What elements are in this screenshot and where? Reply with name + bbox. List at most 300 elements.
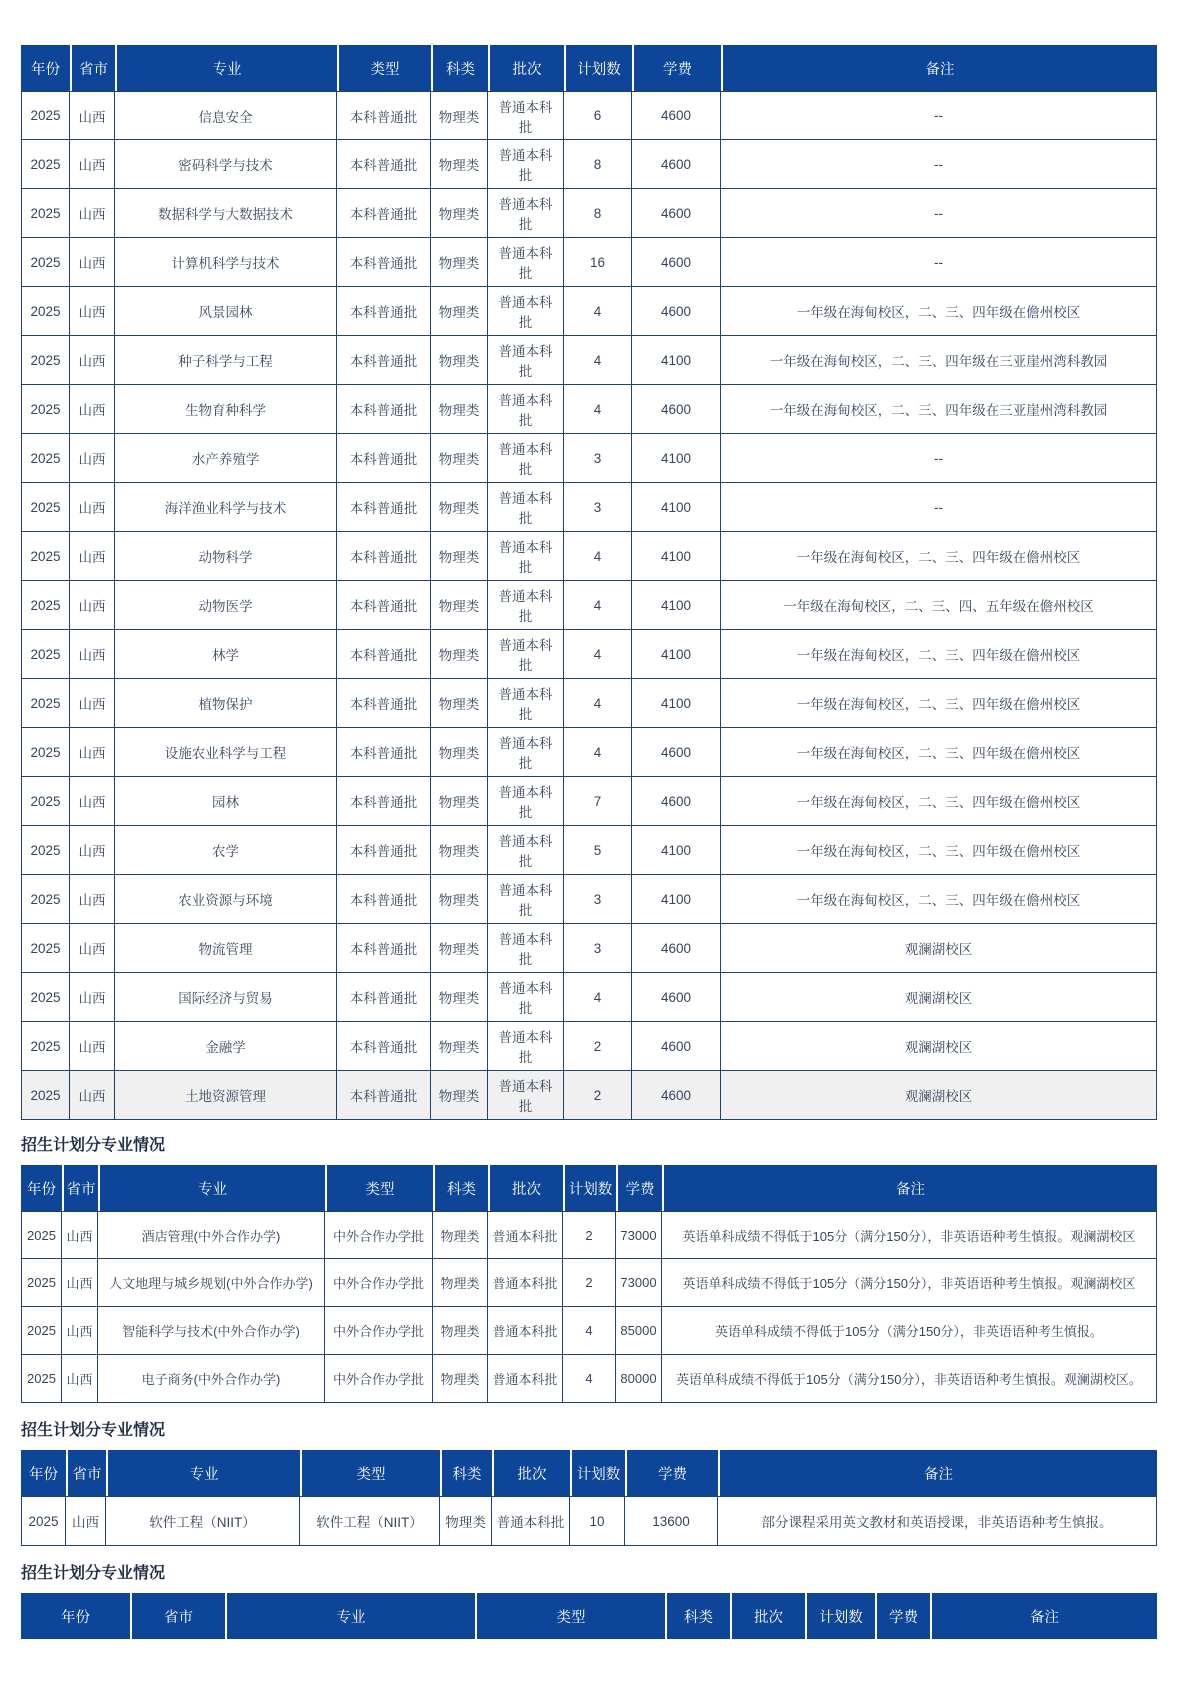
cell-major: 电子商务(中外合作办学) xyxy=(98,1355,325,1403)
cell-plan-count: 2 xyxy=(564,1022,632,1071)
cell-remark: 观澜湖校区 xyxy=(721,1071,1157,1120)
cell-major: 农业资源与环境 xyxy=(115,875,337,924)
cell-type: 中外合作办学批 xyxy=(325,1259,433,1307)
admission-plan-table-niit xyxy=(21,1450,1157,1546)
cell-province: 山西 xyxy=(70,728,115,777)
cell-plan-count: 4 xyxy=(564,973,632,1022)
cell-major: 国际经济与贸易 xyxy=(115,973,337,1022)
cell-batch: 普通本科批 xyxy=(488,238,564,287)
cell-tuition: 4600 xyxy=(632,287,721,336)
cell-plan-count: 16 xyxy=(564,238,632,287)
cell-year: 2025 xyxy=(21,532,70,581)
col-header-major: 专业 xyxy=(225,1593,475,1639)
cell-subject: 物理类 xyxy=(431,728,488,777)
cell-type: 本科普通批 xyxy=(337,679,431,728)
cell-remark: 英语单科成绩不得低于105分（满分150分），非英语语种考生慎报。观澜湖校区 xyxy=(662,1211,1157,1259)
cell-batch: 普通本科批 xyxy=(492,1496,570,1546)
cell-remark: 一年级在海甸校区，二、三、四年级在儋州校区 xyxy=(721,728,1157,777)
cell-year: 2025 xyxy=(21,1355,62,1403)
cell-province: 山西 xyxy=(70,679,115,728)
cell-remark: -- xyxy=(721,189,1157,238)
cell-remark: 一年级在海甸校区，二、三、四年级在三亚崖州湾科教园 xyxy=(721,336,1157,385)
cell-tuition: 4600 xyxy=(632,238,721,287)
cell-remark: 英语单科成绩不得低于105分（满分150分），非英语语种考生慎报。观澜湖校区 xyxy=(662,1259,1157,1307)
cell-major: 风景园林 xyxy=(115,287,337,336)
cell-province: 山西 xyxy=(70,1071,115,1120)
table-row xyxy=(21,434,1157,483)
cell-province: 山西 xyxy=(70,777,115,826)
col-header-type: 类型 xyxy=(300,1450,440,1496)
cell-plan-count: 2 xyxy=(564,1071,632,1120)
cell-tuition: 4100 xyxy=(632,483,721,532)
cell-batch: 普通本科批 xyxy=(488,1022,564,1071)
cell-year: 2025 xyxy=(21,1211,62,1259)
cell-tuition: 4600 xyxy=(632,140,721,189)
cell-year: 2025 xyxy=(21,189,70,238)
col-header-major: 专业 xyxy=(98,1165,325,1211)
cell-subject: 物理类 xyxy=(433,1211,488,1259)
cell-remark: 观澜湖校区 xyxy=(721,1022,1157,1071)
cell-plan-count: 4 xyxy=(564,287,632,336)
cell-major: 水产养殖学 xyxy=(115,434,337,483)
col-header-subject: 科类 xyxy=(665,1593,730,1639)
table-row xyxy=(21,91,1157,140)
cell-batch: 普通本科批 xyxy=(488,483,564,532)
cell-year: 2025 xyxy=(21,140,70,189)
table-row xyxy=(21,1307,1157,1355)
cell-batch: 普通本科批 xyxy=(488,826,564,875)
cell-remark: 一年级在海甸校区，二、三、四年级在三亚崖州湾科教园 xyxy=(721,385,1157,434)
table-row xyxy=(21,1211,1157,1259)
cell-major: 土地资源管理 xyxy=(115,1071,337,1120)
cell-tuition: 13600 xyxy=(625,1496,718,1546)
cell-year: 2025 xyxy=(21,434,70,483)
cell-province: 山西 xyxy=(66,1496,106,1546)
table-row xyxy=(21,1071,1157,1120)
cell-major: 海洋渔业科学与技术 xyxy=(115,483,337,532)
cell-subject: 物理类 xyxy=(431,238,488,287)
cell-batch: 普通本科批 xyxy=(488,1259,563,1307)
cell-province: 山西 xyxy=(70,91,115,140)
col-header-year: 年份 xyxy=(21,45,70,91)
col-header-batch: 批次 xyxy=(488,45,564,91)
cell-plan-count: 4 xyxy=(564,679,632,728)
col-header-remark: 备注 xyxy=(718,1450,1157,1496)
table-row xyxy=(21,728,1157,777)
cell-plan-count: 8 xyxy=(564,189,632,238)
table-row xyxy=(21,777,1157,826)
cell-province: 山西 xyxy=(70,630,115,679)
cell-major: 人文地理与城乡规划(中外合作办学) xyxy=(98,1259,325,1307)
cell-remark: 一年级在海甸校区，二、三、四年级在儋州校区 xyxy=(721,630,1157,679)
cell-major: 计算机科学与技术 xyxy=(115,238,337,287)
col-header-subject: 科类 xyxy=(440,1450,492,1496)
section-title-sino-foreign: 招生计划分专业情况 xyxy=(21,1137,166,1154)
table-row xyxy=(21,336,1157,385)
cell-tuition: 4600 xyxy=(632,91,721,140)
cell-subject: 物理类 xyxy=(431,483,488,532)
cell-remark: 观澜湖校区 xyxy=(721,924,1157,973)
cell-type: 本科普通批 xyxy=(337,630,431,679)
cell-subject: 物理类 xyxy=(431,777,488,826)
cell-year: 2025 xyxy=(21,924,70,973)
col-header-province: 省市 xyxy=(66,1450,106,1496)
cell-year: 2025 xyxy=(21,728,70,777)
cell-remark: 英语单科成绩不得低于105分（满分150分），非英语语种考生慎报。观澜湖校区。 xyxy=(662,1355,1157,1403)
table-row xyxy=(21,875,1157,924)
col-header-tuition: 学费 xyxy=(632,45,721,91)
cell-major: 生物育种科学 xyxy=(115,385,337,434)
cell-province: 山西 xyxy=(70,1022,115,1071)
cell-type: 中外合作办学批 xyxy=(325,1355,433,1403)
cell-remark: 一年级在海甸校区，二、三、四年级在儋州校区 xyxy=(721,287,1157,336)
cell-remark: 一年级在海甸校区，二、三、四年级在儋州校区 xyxy=(721,777,1157,826)
cell-subject: 物理类 xyxy=(431,581,488,630)
section-title-niit: 招生计划分专业情况 xyxy=(21,1422,166,1439)
cell-type: 本科普通批 xyxy=(337,728,431,777)
cell-province: 山西 xyxy=(70,287,115,336)
cell-major: 动物科学 xyxy=(115,532,337,581)
cell-province: 山西 xyxy=(70,140,115,189)
cell-province: 山西 xyxy=(70,189,115,238)
col-header-batch: 批次 xyxy=(488,1165,563,1211)
table-row xyxy=(21,532,1157,581)
cell-type: 本科普通批 xyxy=(337,875,431,924)
cell-batch: 普通本科批 xyxy=(488,1071,564,1120)
cell-year: 2025 xyxy=(21,1259,62,1307)
table-row xyxy=(21,973,1157,1022)
cell-province: 山西 xyxy=(70,336,115,385)
cell-remark: 观澜湖校区 xyxy=(721,973,1157,1022)
header-row xyxy=(21,45,1157,91)
cell-plan-count: 4 xyxy=(564,581,632,630)
cell-type: 本科普通批 xyxy=(337,189,431,238)
cell-plan-count: 8 xyxy=(564,140,632,189)
cell-year: 2025 xyxy=(21,238,70,287)
cell-remark: 一年级在海甸校区，二、三、四年级在儋州校区 xyxy=(721,826,1157,875)
col-header-plan-count: 计划数 xyxy=(570,1450,625,1496)
cell-tuition: 4600 xyxy=(632,189,721,238)
cell-plan-count: 2 xyxy=(563,1259,616,1307)
col-header-province: 省市 xyxy=(130,1593,225,1639)
cell-major: 林学 xyxy=(115,630,337,679)
cell-type: 本科普通批 xyxy=(337,777,431,826)
cell-major: 软件工程（NIIT） xyxy=(106,1496,300,1546)
cell-type: 本科普通批 xyxy=(337,924,431,973)
cell-major: 数据科学与大数据技术 xyxy=(115,189,337,238)
cell-type: 本科普通批 xyxy=(337,826,431,875)
table-row xyxy=(21,189,1157,238)
cell-province: 山西 xyxy=(70,483,115,532)
col-header-batch: 批次 xyxy=(730,1593,805,1639)
col-header-remark: 备注 xyxy=(662,1165,1157,1211)
cell-tuition: 4100 xyxy=(632,581,721,630)
cell-province: 山西 xyxy=(62,1307,98,1355)
col-header-year: 年份 xyxy=(21,1165,62,1211)
cell-type: 软件工程（NIIT） xyxy=(300,1496,440,1546)
cell-year: 2025 xyxy=(21,287,70,336)
cell-province: 山西 xyxy=(70,826,115,875)
cell-batch: 普通本科批 xyxy=(488,434,564,483)
cell-plan-count: 4 xyxy=(564,728,632,777)
cell-subject: 物理类 xyxy=(431,875,488,924)
cell-subject: 物理类 xyxy=(433,1307,488,1355)
cell-tuition: 4100 xyxy=(632,532,721,581)
admission-plan-table-regular xyxy=(21,45,1157,1120)
cell-subject: 物理类 xyxy=(431,287,488,336)
table-row xyxy=(21,581,1157,630)
cell-year: 2025 xyxy=(21,777,70,826)
cell-remark: 一年级在海甸校区，二、三、四年级在儋州校区 xyxy=(721,875,1157,924)
col-header-tuition: 学费 xyxy=(875,1593,930,1639)
col-header-type: 类型 xyxy=(337,45,431,91)
cell-batch: 普通本科批 xyxy=(488,532,564,581)
table-row xyxy=(21,1259,1157,1307)
table-row xyxy=(21,826,1157,875)
cell-tuition: 4600 xyxy=(632,385,721,434)
cell-plan-count: 4 xyxy=(564,385,632,434)
cell-remark: 一年级在海甸校区，二、三、四年级在儋州校区 xyxy=(721,532,1157,581)
col-header-subject: 科类 xyxy=(431,45,488,91)
col-header-plan-count: 计划数 xyxy=(805,1593,875,1639)
admission-plan-table-cutoff xyxy=(21,1593,1157,1639)
cell-batch: 普通本科批 xyxy=(488,1211,563,1259)
cell-subject: 物理类 xyxy=(431,91,488,140)
cell-batch: 普通本科批 xyxy=(488,336,564,385)
col-header-major: 专业 xyxy=(106,1450,300,1496)
cell-subject: 物理类 xyxy=(431,140,488,189)
cell-plan-count: 4 xyxy=(564,630,632,679)
cell-major: 设施农业科学与工程 xyxy=(115,728,337,777)
cell-tuition: 80000 xyxy=(616,1355,662,1403)
cell-type: 本科普通批 xyxy=(337,1022,431,1071)
cell-tuition: 4100 xyxy=(632,826,721,875)
table-row xyxy=(21,1496,1157,1546)
cell-remark: -- xyxy=(721,434,1157,483)
cell-plan-count: 6 xyxy=(564,91,632,140)
cell-plan-count: 5 xyxy=(564,826,632,875)
cell-major: 信息安全 xyxy=(115,91,337,140)
table-row xyxy=(21,679,1157,728)
section-title-next: 招生计划分专业情况 xyxy=(21,1565,166,1582)
cell-remark: -- xyxy=(721,483,1157,532)
col-header-tuition: 学费 xyxy=(625,1450,718,1496)
cell-remark: -- xyxy=(721,238,1157,287)
cell-plan-count: 4 xyxy=(564,532,632,581)
cell-batch: 普通本科批 xyxy=(488,581,564,630)
cell-subject: 物理类 xyxy=(431,924,488,973)
cell-batch: 普通本科批 xyxy=(488,140,564,189)
cell-tuition: 4600 xyxy=(632,973,721,1022)
cell-batch: 普通本科批 xyxy=(488,973,564,1022)
cell-major: 动物医学 xyxy=(115,581,337,630)
cell-subject: 物理类 xyxy=(431,434,488,483)
cell-province: 山西 xyxy=(62,1211,98,1259)
cell-major: 物流管理 xyxy=(115,924,337,973)
cell-year: 2025 xyxy=(21,1022,70,1071)
cell-major: 智能科学与技术(中外合作办学) xyxy=(98,1307,325,1355)
col-header-major: 专业 xyxy=(115,45,337,91)
cell-type: 中外合作办学批 xyxy=(325,1307,433,1355)
table-row xyxy=(21,483,1157,532)
cell-subject: 物理类 xyxy=(431,1022,488,1071)
cell-tuition: 4600 xyxy=(632,1071,721,1120)
col-header-type: 类型 xyxy=(325,1165,433,1211)
cell-type: 本科普通批 xyxy=(337,238,431,287)
cell-remark: 英语单科成绩不得低于105分（满分150分），非英语语种考生慎报。 xyxy=(662,1307,1157,1355)
col-header-province: 省市 xyxy=(62,1165,98,1211)
cell-year: 2025 xyxy=(21,630,70,679)
cell-year: 2025 xyxy=(21,336,70,385)
cell-year: 2025 xyxy=(21,1071,70,1120)
cell-batch: 普通本科批 xyxy=(488,1307,563,1355)
cell-subject: 物理类 xyxy=(433,1355,488,1403)
cell-year: 2025 xyxy=(21,875,70,924)
cell-type: 本科普通批 xyxy=(337,1071,431,1120)
cell-plan-count: 4 xyxy=(563,1307,616,1355)
cell-tuition: 4100 xyxy=(632,875,721,924)
cell-batch: 普通本科批 xyxy=(488,728,564,777)
cell-subject: 物理类 xyxy=(431,973,488,1022)
cell-type: 本科普通批 xyxy=(337,483,431,532)
cell-subject: 物理类 xyxy=(431,336,488,385)
cell-type: 本科普通批 xyxy=(337,532,431,581)
cell-type: 本科普通批 xyxy=(337,973,431,1022)
col-header-plan-count: 计划数 xyxy=(563,1165,616,1211)
cell-plan-count: 3 xyxy=(564,875,632,924)
cell-batch: 普通本科批 xyxy=(488,91,564,140)
cell-remark: -- xyxy=(721,140,1157,189)
cell-tuition: 85000 xyxy=(616,1307,662,1355)
cell-tuition: 4100 xyxy=(632,336,721,385)
cell-batch: 普通本科批 xyxy=(488,777,564,826)
header-row xyxy=(21,1593,1157,1639)
cell-type: 本科普通批 xyxy=(337,140,431,189)
cell-subject: 物理类 xyxy=(433,1259,488,1307)
cell-plan-count: 4 xyxy=(564,336,632,385)
col-header-subject: 科类 xyxy=(433,1165,488,1211)
cell-subject: 物理类 xyxy=(440,1496,492,1546)
table-row xyxy=(21,924,1157,973)
table-row xyxy=(21,1355,1157,1403)
cell-year: 2025 xyxy=(21,1307,62,1355)
cell-year: 2025 xyxy=(21,483,70,532)
cell-year: 2025 xyxy=(21,581,70,630)
header-row xyxy=(21,1450,1157,1496)
cell-major: 农学 xyxy=(115,826,337,875)
cell-batch: 普通本科批 xyxy=(488,924,564,973)
col-header-batch: 批次 xyxy=(492,1450,570,1496)
admission-plan-table-sino-foreign xyxy=(21,1165,1157,1403)
cell-major: 园林 xyxy=(115,777,337,826)
header-row xyxy=(21,1165,1157,1211)
cell-batch: 普通本科批 xyxy=(488,385,564,434)
col-header-year: 年份 xyxy=(21,1450,66,1496)
col-header-year: 年份 xyxy=(21,1593,130,1639)
cell-plan-count: 7 xyxy=(564,777,632,826)
cell-type: 中外合作办学批 xyxy=(325,1211,433,1259)
cell-year: 2025 xyxy=(21,679,70,728)
cell-tuition: 4600 xyxy=(632,777,721,826)
col-header-type: 类型 xyxy=(475,1593,665,1639)
cell-plan-count: 4 xyxy=(563,1355,616,1403)
cell-batch: 普通本科批 xyxy=(488,875,564,924)
cell-subject: 物理类 xyxy=(431,826,488,875)
cell-year: 2025 xyxy=(21,826,70,875)
cell-type: 本科普通批 xyxy=(337,91,431,140)
cell-major: 密码科学与技术 xyxy=(115,140,337,189)
cell-remark: 一年级在海甸校区，二、三、四年级在儋州校区 xyxy=(721,679,1157,728)
cell-tuition: 4100 xyxy=(632,630,721,679)
cell-tuition: 73000 xyxy=(616,1259,662,1307)
cell-year: 2025 xyxy=(21,973,70,1022)
cell-batch: 普通本科批 xyxy=(488,189,564,238)
col-header-province: 省市 xyxy=(70,45,115,91)
cell-plan-count: 2 xyxy=(563,1211,616,1259)
cell-plan-count: 10 xyxy=(570,1496,625,1546)
col-header-tuition: 学费 xyxy=(616,1165,662,1211)
table-row xyxy=(21,385,1157,434)
cell-tuition: 4100 xyxy=(632,434,721,483)
cell-batch: 普通本科批 xyxy=(488,287,564,336)
cell-major: 金融学 xyxy=(115,1022,337,1071)
cell-province: 山西 xyxy=(70,973,115,1022)
cell-province: 山西 xyxy=(62,1259,98,1307)
cell-tuition: 4600 xyxy=(632,728,721,777)
cell-type: 本科普通批 xyxy=(337,385,431,434)
cell-major: 酒店管理(中外合作办学) xyxy=(98,1211,325,1259)
cell-province: 山西 xyxy=(70,924,115,973)
cell-plan-count: 3 xyxy=(564,483,632,532)
cell-year: 2025 xyxy=(21,1496,66,1546)
col-header-remark: 备注 xyxy=(930,1593,1157,1639)
cell-province: 山西 xyxy=(70,581,115,630)
col-header-plan-count: 计划数 xyxy=(564,45,632,91)
cell-plan-count: 3 xyxy=(564,924,632,973)
cell-subject: 物理类 xyxy=(431,532,488,581)
cell-remark: 部分课程采用英文教材和英语授课，非英语语种考生慎报。 xyxy=(718,1496,1157,1546)
cell-subject: 物理类 xyxy=(431,630,488,679)
table-row xyxy=(21,238,1157,287)
cell-batch: 普通本科批 xyxy=(488,630,564,679)
cell-type: 本科普通批 xyxy=(337,581,431,630)
table-row xyxy=(21,287,1157,336)
cell-year: 2025 xyxy=(21,385,70,434)
cell-type: 本科普通批 xyxy=(337,434,431,483)
cell-type: 本科普通批 xyxy=(337,287,431,336)
col-header-remark: 备注 xyxy=(721,45,1157,91)
cell-remark: 一年级在海甸校区，二、三、四、五年级在儋州校区 xyxy=(721,581,1157,630)
cell-tuition: 4100 xyxy=(632,679,721,728)
cell-tuition: 4600 xyxy=(632,1022,721,1071)
table-row xyxy=(21,1022,1157,1071)
cell-remark: -- xyxy=(721,91,1157,140)
cell-plan-count: 3 xyxy=(564,434,632,483)
cell-batch: 普通本科批 xyxy=(488,1355,563,1403)
table-row xyxy=(21,140,1157,189)
cell-tuition: 73000 xyxy=(616,1211,662,1259)
cell-subject: 物理类 xyxy=(431,189,488,238)
cell-province: 山西 xyxy=(70,238,115,287)
cell-year: 2025 xyxy=(21,91,70,140)
cell-province: 山西 xyxy=(70,532,115,581)
cell-major: 植物保护 xyxy=(115,679,337,728)
cell-province: 山西 xyxy=(62,1355,98,1403)
cell-province: 山西 xyxy=(70,434,115,483)
cell-subject: 物理类 xyxy=(431,679,488,728)
cell-province: 山西 xyxy=(70,385,115,434)
table-row xyxy=(21,630,1157,679)
